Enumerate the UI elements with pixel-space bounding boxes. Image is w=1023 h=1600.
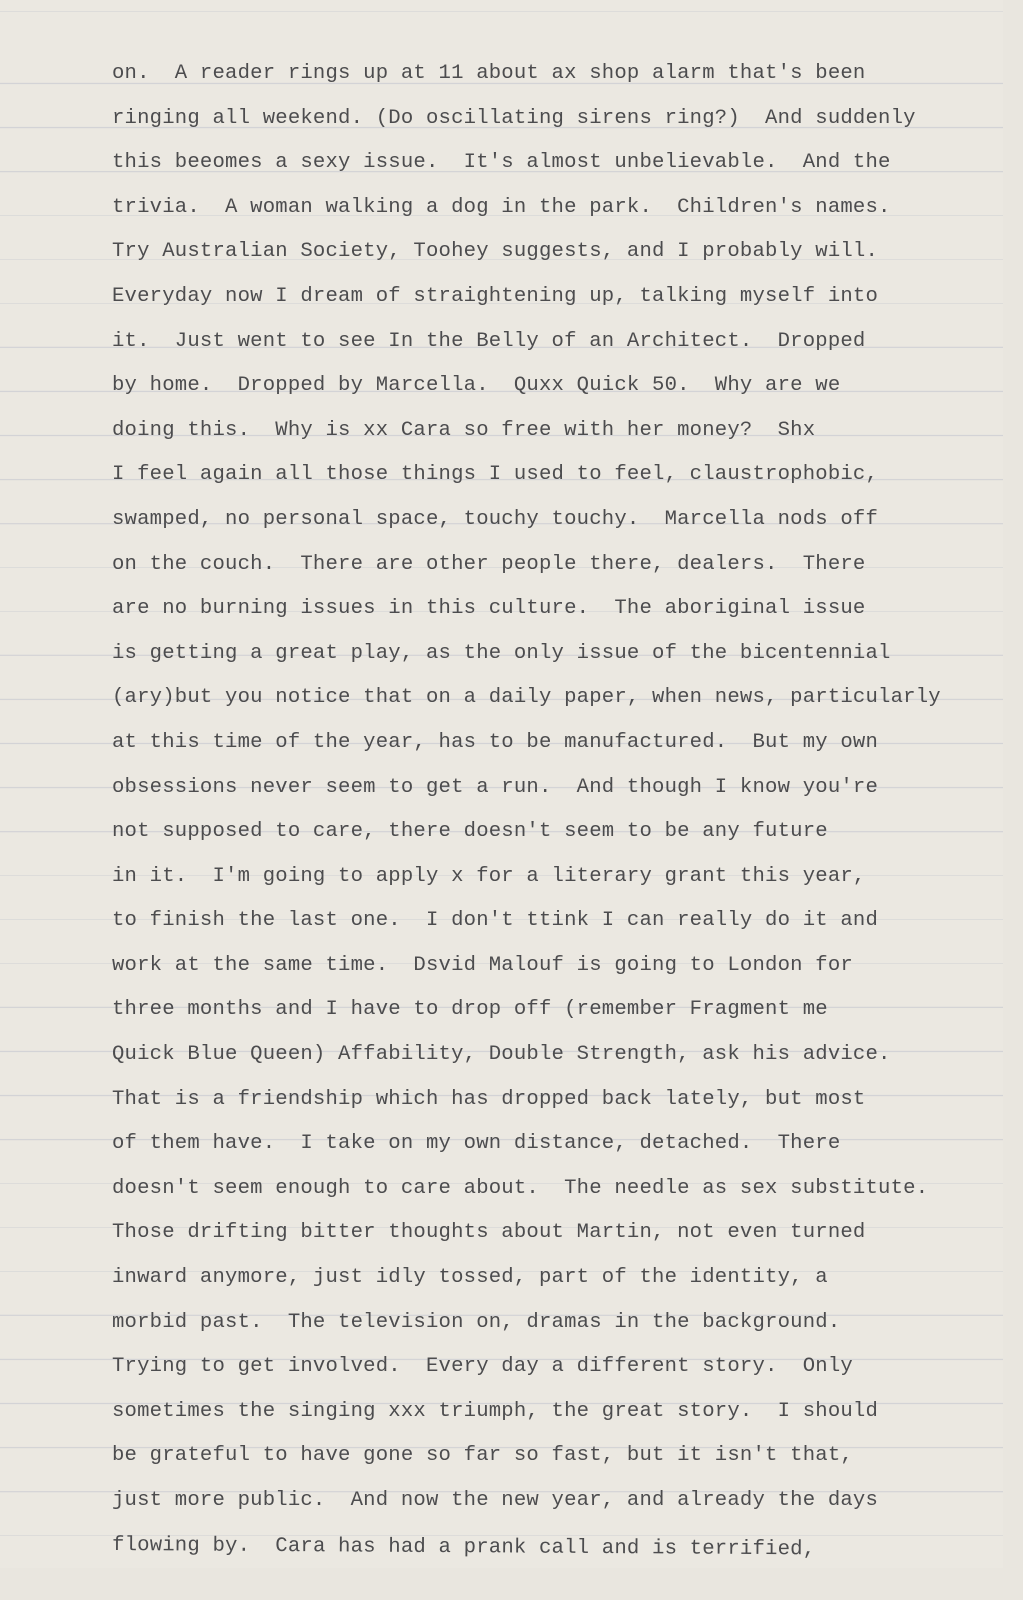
text-line: at this time of the year, has to be manufactured. But my own	[112, 730, 879, 754]
typed-text-body	[112, 58, 1002, 1568]
text-line: (ary)but you notice that on a daily paper, when news, particularly	[112, 686, 941, 710]
text-line: Try Australian Society, Toohey suggests, and I probably will.	[112, 240, 879, 264]
text-line: three months and I have to drop off (remember Fragment me	[112, 998, 828, 1022]
text-line: flowing by. Cara has had a prank call and is terrified,	[111, 1533, 816, 1561]
text-line: just more public. And now the new year, and already the days	[112, 1489, 879, 1512]
text-line: I feel again all those things I used to feel, claustrophobic,	[112, 463, 879, 487]
text-line: doesn't seem enough to care about. The needle as sex substitute.	[112, 1176, 929, 1200]
text-line: Everyday now I dream of straightening up, talking myself into	[112, 284, 879, 308]
text-line: trivia. A woman walking a dog in the park. Children's names.	[112, 195, 891, 219]
text-line: doing this. Why is xx Cara so free with her money? Shx	[112, 418, 816, 442]
text-line: are no burning issues in this culture. The aboriginal issue	[112, 597, 866, 621]
text-line: it. Just went to see In the Belly of an Architect. Dropped	[112, 329, 866, 353]
text-line: inward anymore, just idly tossed, part of the identity, a	[112, 1266, 828, 1290]
text-line: sometimes the singing xxx triumph, the great story. I should	[112, 1399, 879, 1423]
text-line: ringing all weekend. (Do oscillating sirens ring?) And suddenly	[112, 106, 916, 130]
text-line: Quick Blue Queen) Affability, Double Strength, ask his advice.	[112, 1043, 891, 1067]
text-line: to finish the last one. I don't ttink I can really do it and	[112, 909, 879, 933]
text-line: in it. I'm going to apply x for a literary grant this year,	[112, 864, 866, 888]
text-line: be grateful to have gone so far so fast, but it isn't that,	[112, 1444, 853, 1468]
text-line: on. A reader rings up at 11 about ax shop alarm that's been	[112, 62, 866, 85]
text-line: this beeomes a sexy issue. It's almost unbelievable. And the	[112, 151, 891, 175]
text-line: on the couch. There are other people there, dealers. There	[112, 552, 866, 576]
text-line: obsessions never seem to get a run. And though I know you're	[112, 775, 879, 799]
text-line: is getting a great play, as the only issue of the bicentennial	[112, 641, 891, 665]
text-line: Those drifting bitter thoughts about Martin, not even turned	[112, 1221, 866, 1245]
text-line: swamped, no personal space, touchy touchy. Marcella nods off	[112, 507, 879, 531]
text-line: morbid past. The television on, dramas in the background.	[112, 1310, 841, 1334]
text-line: by home. Dropped by Marcella. Quxx Quick 50. Why are we	[112, 374, 841, 398]
text-line: work at the same time. Dsvid Malouf is going to London for	[112, 953, 853, 977]
text-line: That is a friendship which has dropped back lately, but most	[112, 1087, 866, 1111]
text-line: Trying to get involved. Every day a different story. Only	[112, 1355, 853, 1379]
text-line: not supposed to care, there doesn't seem to be any future	[112, 820, 828, 844]
text-line: of them have. I take on my own distance, detached. There	[112, 1132, 841, 1156]
